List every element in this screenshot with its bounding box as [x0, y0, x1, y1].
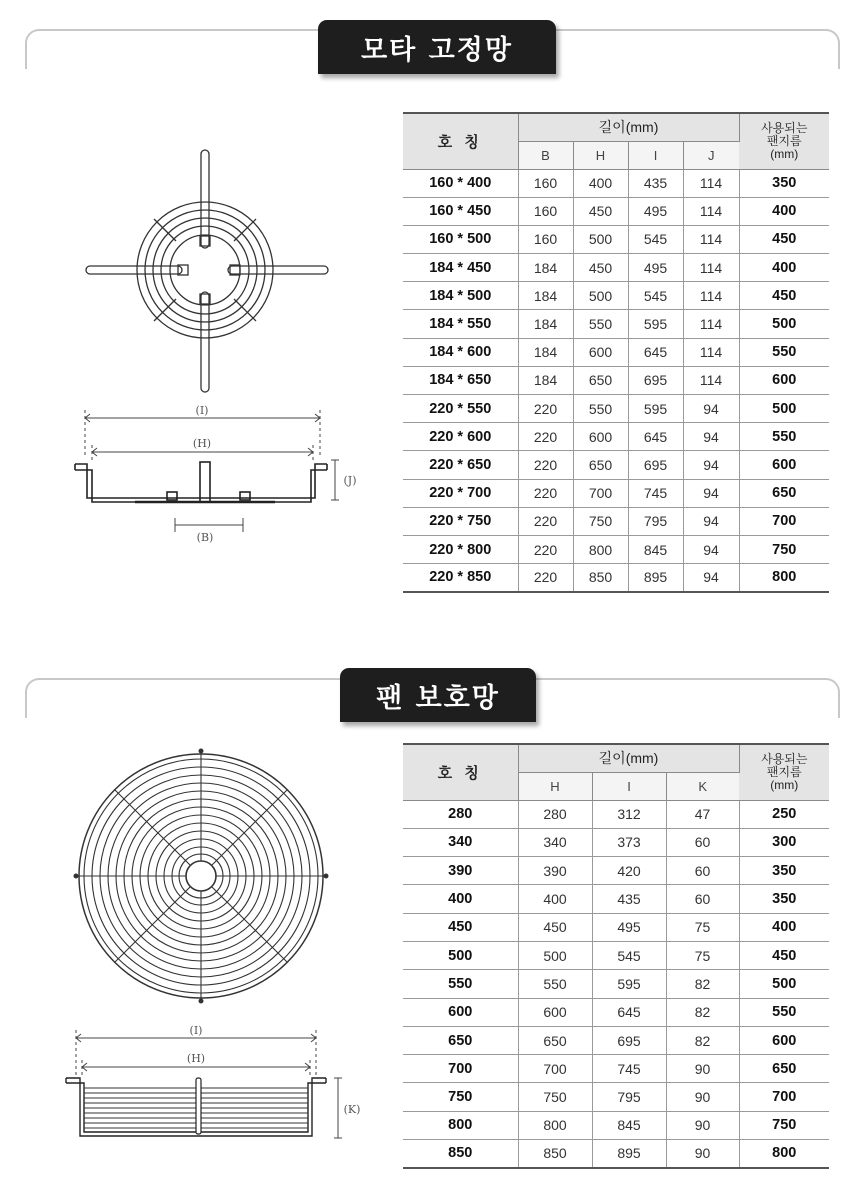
row-fan-diameter-cell: 500	[739, 970, 829, 998]
row-name-cell: 600	[403, 998, 518, 1026]
row-value-cell: 220	[518, 395, 573, 423]
row-value-cell: 795	[592, 1083, 666, 1111]
row-value-cell: 845	[592, 1111, 666, 1139]
table-row	[403, 970, 829, 998]
table-row	[403, 535, 829, 563]
row-value-cell: 695	[592, 1026, 666, 1054]
row-name-cell: 800	[403, 1111, 518, 1139]
table-row	[403, 998, 829, 1026]
row-value-cell: 650	[518, 1026, 592, 1054]
row-name-cell: 220 * 600	[403, 423, 518, 451]
row-value-cell: 114	[683, 254, 739, 282]
row-value-cell: 550	[518, 970, 592, 998]
row-value-cell: 94	[683, 507, 739, 535]
row-value-cell: 82	[666, 970, 739, 998]
row-value-cell: 340	[518, 828, 592, 856]
row-fan-diameter-cell: 450	[739, 282, 829, 310]
row-value-cell: 184	[518, 338, 573, 366]
row-name-cell: 750	[403, 1083, 518, 1111]
row-value-cell: 114	[683, 338, 739, 366]
row-name-cell: 650	[403, 1026, 518, 1054]
header-length-group-2: 길이(mm)	[518, 744, 739, 772]
row-value-cell: 435	[592, 885, 666, 913]
row-name-cell: 220 * 700	[403, 479, 518, 507]
row-value-cell: 500	[573, 225, 628, 253]
row-name-cell: 184 * 600	[403, 338, 518, 366]
dim-label-I: (I)	[195, 404, 209, 417]
row-fan-diameter-cell: 600	[739, 451, 829, 479]
row-value-cell: 545	[628, 225, 683, 253]
row-value-cell: 312	[592, 800, 666, 828]
table-row	[403, 1111, 829, 1139]
table-row	[403, 1083, 829, 1111]
row-value-cell: 450	[573, 254, 628, 282]
row-value-cell: 895	[628, 564, 683, 592]
header-H: H	[573, 141, 628, 169]
row-value-cell: 184	[518, 366, 573, 394]
row-fan-diameter-cell: 550	[739, 423, 829, 451]
row-name-cell: 160 * 450	[403, 197, 518, 225]
row-value-cell: 82	[666, 1026, 739, 1054]
row-value-cell: 114	[683, 197, 739, 225]
row-value-cell: 75	[666, 913, 739, 941]
table-row	[403, 885, 829, 913]
header-J: J	[683, 141, 739, 169]
row-fan-diameter-cell: 450	[739, 941, 829, 969]
header-H-2: H	[518, 772, 592, 800]
table-row	[403, 169, 829, 197]
table-row	[403, 366, 829, 394]
row-value-cell: 47	[666, 800, 739, 828]
row-value-cell: 184	[518, 310, 573, 338]
row-name-cell: 220 * 550	[403, 395, 518, 423]
table-row	[403, 310, 829, 338]
table-row	[403, 913, 829, 941]
row-value-cell: 550	[573, 395, 628, 423]
row-value-cell: 545	[628, 282, 683, 310]
table-row	[403, 1140, 829, 1168]
row-value-cell: 850	[573, 564, 628, 592]
row-fan-diameter-cell: 500	[739, 395, 829, 423]
row-name-cell: 220 * 850	[403, 564, 518, 592]
row-value-cell: 800	[518, 1111, 592, 1139]
row-value-cell: 82	[666, 998, 739, 1026]
row-value-cell: 114	[683, 310, 739, 338]
table-row	[403, 395, 829, 423]
row-fan-diameter-cell: 800	[739, 1140, 829, 1168]
row-fan-diameter-cell: 700	[739, 507, 829, 535]
row-value-cell: 373	[592, 828, 666, 856]
section-title-motor-mount: 모타 고정망	[318, 20, 556, 74]
row-fan-diameter-cell: 400	[739, 197, 829, 225]
row-name-cell: 160 * 500	[403, 225, 518, 253]
dim-label-K: (K)	[343, 1103, 361, 1116]
row-value-cell: 645	[628, 423, 683, 451]
row-value-cell: 94	[683, 395, 739, 423]
row-value-cell: 60	[666, 885, 739, 913]
row-value-cell: 435	[628, 169, 683, 197]
table-row	[403, 451, 829, 479]
row-value-cell: 75	[666, 941, 739, 969]
row-value-cell: 500	[573, 282, 628, 310]
header-name-2: 호 칭	[403, 744, 518, 800]
header-I: I	[628, 141, 683, 169]
row-value-cell: 114	[683, 225, 739, 253]
row-name-cell: 184 * 500	[403, 282, 518, 310]
row-fan-diameter-cell: 450	[739, 225, 829, 253]
row-value-cell: 400	[573, 169, 628, 197]
row-value-cell: 595	[592, 970, 666, 998]
row-value-cell: 220	[518, 451, 573, 479]
row-name-cell: 220 * 750	[403, 507, 518, 535]
header-fan-diameter: 사용되는 팬지름 (mm)	[739, 113, 829, 169]
table-row	[403, 941, 829, 969]
table-row	[403, 479, 829, 507]
table-row	[403, 828, 829, 856]
row-value-cell: 94	[683, 479, 739, 507]
row-value-cell: 420	[592, 857, 666, 885]
table-row	[403, 197, 829, 225]
row-value-cell: 184	[518, 254, 573, 282]
section-title-fan-guard: 팬 보호망	[340, 668, 536, 722]
row-value-cell: 495	[628, 197, 683, 225]
table-row	[403, 800, 829, 828]
table-row	[403, 1026, 829, 1054]
row-value-cell: 220	[518, 507, 573, 535]
dim-label-B: (B)	[196, 531, 214, 544]
dim-label-J: (J)	[343, 474, 357, 487]
row-value-cell: 550	[573, 310, 628, 338]
row-fan-diameter-cell: 350	[739, 885, 829, 913]
header-name: 호 칭	[403, 113, 518, 169]
row-value-cell: 450	[518, 913, 592, 941]
row-value-cell: 845	[628, 535, 683, 563]
row-value-cell: 700	[573, 479, 628, 507]
row-fan-diameter-cell: 600	[739, 1026, 829, 1054]
row-value-cell: 495	[592, 913, 666, 941]
motor-mount-spec-table	[403, 112, 829, 593]
fan-guard-front-view	[70, 745, 332, 1007]
table-row	[403, 1055, 829, 1083]
row-name-cell: 500	[403, 941, 518, 969]
row-fan-diameter-cell: 750	[739, 1111, 829, 1139]
row-name-cell: 280	[403, 800, 518, 828]
row-value-cell: 850	[518, 1140, 592, 1168]
row-value-cell: 60	[666, 857, 739, 885]
row-value-cell: 545	[592, 941, 666, 969]
row-value-cell: 220	[518, 564, 573, 592]
fan-guard-spec-table	[403, 743, 829, 1169]
row-value-cell: 645	[592, 998, 666, 1026]
row-value-cell: 895	[592, 1140, 666, 1168]
row-value-cell: 500	[518, 941, 592, 969]
row-fan-diameter-cell: 800	[739, 564, 829, 592]
row-value-cell: 450	[573, 197, 628, 225]
row-value-cell: 400	[518, 885, 592, 913]
row-value-cell: 600	[573, 338, 628, 366]
row-fan-diameter-cell: 400	[739, 254, 829, 282]
row-fan-diameter-cell: 650	[739, 1055, 829, 1083]
row-name-cell: 220 * 800	[403, 535, 518, 563]
row-fan-diameter-cell: 750	[739, 535, 829, 563]
row-name-cell: 450	[403, 913, 518, 941]
table-row	[403, 338, 829, 366]
row-value-cell: 600	[573, 423, 628, 451]
row-fan-diameter-cell: 250	[739, 800, 829, 828]
fan-guard-side-view	[62, 1020, 367, 1145]
row-value-cell: 94	[683, 564, 739, 592]
row-value-cell: 90	[666, 1055, 739, 1083]
row-value-cell: 220	[518, 535, 573, 563]
row-name-cell: 340	[403, 828, 518, 856]
row-name-cell: 400	[403, 885, 518, 913]
row-value-cell: 595	[628, 395, 683, 423]
row-name-cell: 160 * 400	[403, 169, 518, 197]
row-name-cell: 390	[403, 857, 518, 885]
row-name-cell: 184 * 650	[403, 366, 518, 394]
row-value-cell: 695	[628, 366, 683, 394]
row-value-cell: 650	[573, 366, 628, 394]
row-fan-diameter-cell: 700	[739, 1083, 829, 1111]
row-name-cell: 184 * 550	[403, 310, 518, 338]
row-value-cell: 160	[518, 197, 573, 225]
row-value-cell: 90	[666, 1083, 739, 1111]
header-B: B	[518, 141, 573, 169]
row-name-cell: 700	[403, 1055, 518, 1083]
row-fan-diameter-cell: 550	[739, 998, 829, 1026]
row-fan-diameter-cell: 600	[739, 366, 829, 394]
row-fan-diameter-cell: 400	[739, 913, 829, 941]
row-fan-diameter-cell: 500	[739, 310, 829, 338]
row-value-cell: 220	[518, 479, 573, 507]
table-row	[403, 857, 829, 885]
row-name-cell: 184 * 450	[403, 254, 518, 282]
row-value-cell: 280	[518, 800, 592, 828]
row-value-cell: 94	[683, 451, 739, 479]
row-value-cell: 220	[518, 423, 573, 451]
row-value-cell: 390	[518, 857, 592, 885]
row-fan-diameter-cell: 350	[739, 169, 829, 197]
table-row	[403, 225, 829, 253]
row-value-cell: 60	[666, 828, 739, 856]
row-value-cell: 795	[628, 507, 683, 535]
row-fan-diameter-cell: 300	[739, 828, 829, 856]
row-name-cell: 850	[403, 1140, 518, 1168]
row-fan-diameter-cell: 650	[739, 479, 829, 507]
header-I-2: I	[592, 772, 666, 800]
table-row	[403, 254, 829, 282]
row-value-cell: 750	[518, 1083, 592, 1111]
table-row	[403, 423, 829, 451]
header-length-group: 길이(mm)	[518, 113, 739, 141]
row-value-cell: 650	[573, 451, 628, 479]
row-value-cell: 160	[518, 169, 573, 197]
dim-label-H: (H)	[192, 437, 212, 450]
motor-mount-side-view	[65, 400, 365, 550]
row-value-cell: 595	[628, 310, 683, 338]
table-row	[403, 507, 829, 535]
row-name-cell: 550	[403, 970, 518, 998]
row-value-cell: 184	[518, 282, 573, 310]
row-value-cell: 94	[683, 535, 739, 563]
dim-label-H-2: (H)	[186, 1052, 206, 1065]
row-value-cell: 114	[683, 169, 739, 197]
row-fan-diameter-cell: 550	[739, 338, 829, 366]
row-name-cell: 220 * 650	[403, 451, 518, 479]
row-value-cell: 600	[518, 998, 592, 1026]
header-K: K	[666, 772, 739, 800]
table-row	[403, 282, 829, 310]
row-value-cell: 160	[518, 225, 573, 253]
row-value-cell: 745	[628, 479, 683, 507]
row-value-cell: 90	[666, 1111, 739, 1139]
table-row	[403, 564, 829, 592]
row-value-cell: 750	[573, 507, 628, 535]
header-fan-diameter-2: 사용되는 팬지름 (mm)	[739, 744, 829, 800]
row-value-cell: 495	[628, 254, 683, 282]
row-value-cell: 94	[683, 423, 739, 451]
row-value-cell: 114	[683, 366, 739, 394]
row-value-cell: 745	[592, 1055, 666, 1083]
row-value-cell: 695	[628, 451, 683, 479]
row-value-cell: 700	[518, 1055, 592, 1083]
row-value-cell: 645	[628, 338, 683, 366]
motor-mount-top-view	[70, 140, 340, 405]
row-fan-diameter-cell: 350	[739, 857, 829, 885]
row-value-cell: 800	[573, 535, 628, 563]
row-value-cell: 114	[683, 282, 739, 310]
row-value-cell: 90	[666, 1140, 739, 1168]
dim-label-I-2: (I)	[189, 1024, 203, 1037]
